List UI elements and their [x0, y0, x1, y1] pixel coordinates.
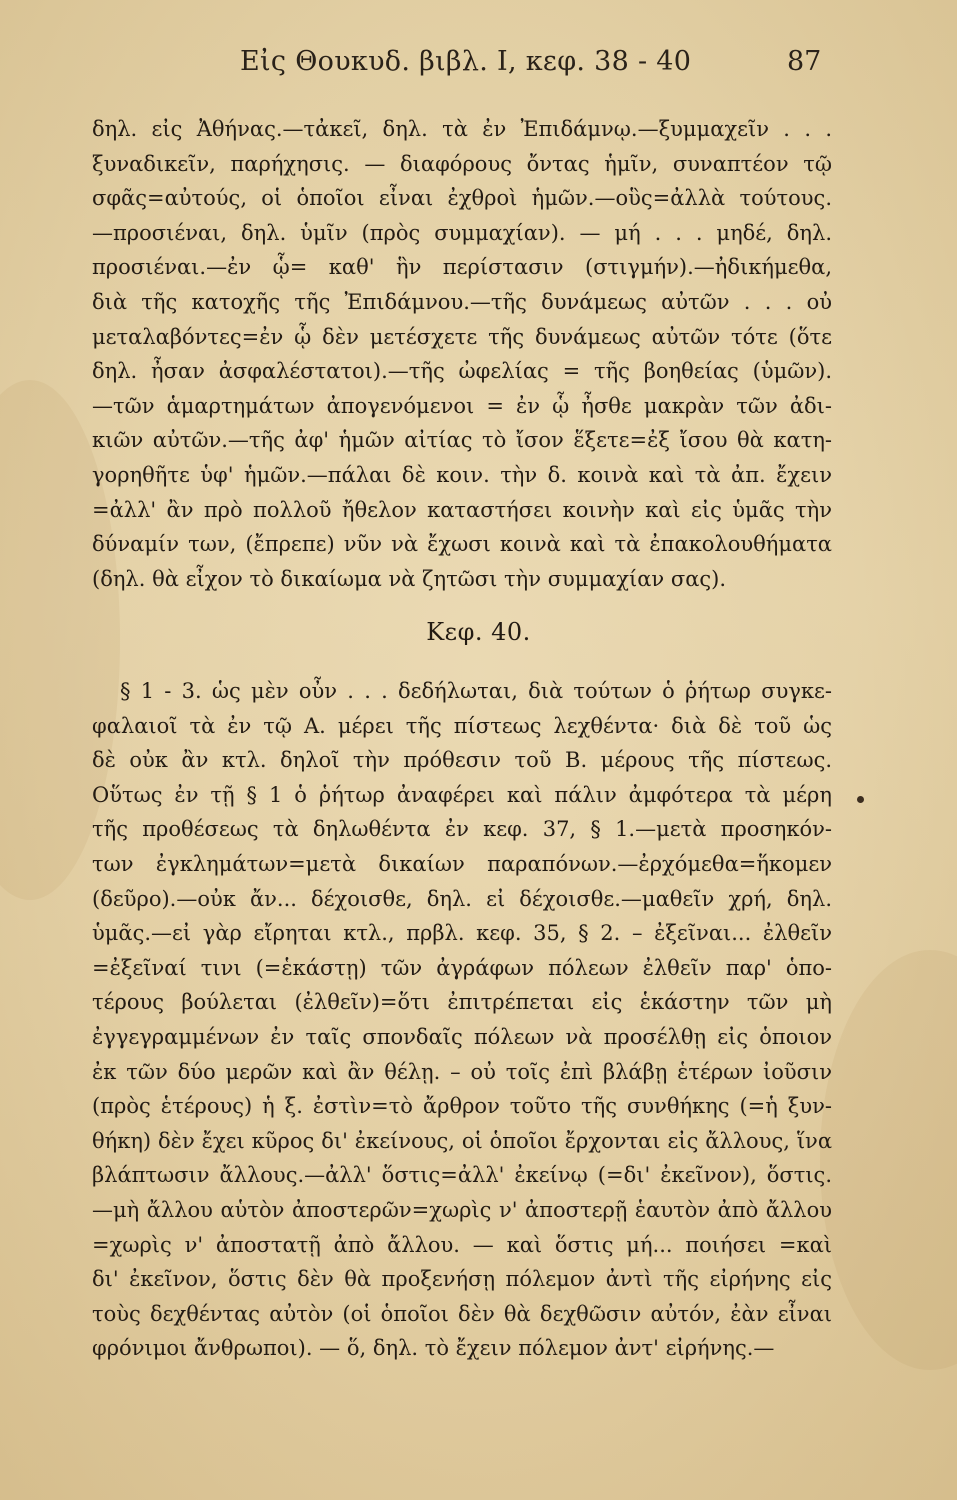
text-line: —μὴ ἄλλου αὑτὸν ἀποστερῶν=χωρὶς ν' ἀποστερῇ ἑαυτὸν ἀπὸ ἄλλου — [92, 1197, 832, 1222]
page-number: 87 — [787, 46, 822, 77]
text-line: τῆς προθέσεως τὰ δηλωθέντα ἐν κεφ. 37, § 1.—μετὰ προσηκόν- — [92, 817, 832, 842]
chapter-heading: Κεφ. 40. — [426, 618, 531, 646]
text-line: ἐκ τῶν δύο μερῶν καὶ ἂν θέλῃ. – οὐ τοῖς ἐπὶ βλάβῃ ἑτέρων ἰοῦσιν — [92, 1059, 832, 1084]
running-header — [0, 46, 957, 90]
text-line: δι' ἐκεῖνον, ὅστις δὲν θὰ προξενήσῃ πόλεμον ἀντὶ τῆς εἰρήνης εἰς — [92, 1267, 832, 1292]
text-line: =ἀλλ' ἂν πρὸ πολλοῦ ἤθελον καταστήσει κοινὴν καὶ εἰς ὑμᾶς τὴν — [92, 497, 832, 522]
text-line: δύναμίν των, (ἔπρεπε) νῦν νὰ ἔχωσι κοινὰ καὶ τὰ ἐπακολουθήματα — [92, 532, 832, 557]
text-line: μεταλαβόντες=ἐν ᾧ δὲν μετέσχετε τῆς δυνάμεως αὐτῶν τότε (ὅτε — [92, 324, 832, 349]
margin-ink-dot — [857, 796, 864, 803]
running-title: Εἰς Θουκυδ. βιβλ. I, κεφ. 38 - 40 — [240, 46, 692, 77]
text-line: τέρους βούλεται (ἐλθεῖν)=ὅτι ἐπιτρέπεται εἰς ἑκάστην τῶν μὴ — [92, 990, 832, 1015]
text-line: φαλαιοῖ τὰ ἐν τῷ Α. μέρει τῆς πίστεως λεχθέντα· διὰ δὲ τοῦ ὡς — [92, 713, 832, 738]
text-line: προσιέναι.—ἐν ᾧ= καθ' ἣν περίστασιν (στιγμήν).—ἠδικήμεθα, — [92, 255, 832, 280]
text-line: —τῶν ἁμαρτημάτων ἀπογενόμενοι = ἐν ᾧ ἦσθε μακρὰν τῶν ἀδι- — [92, 393, 832, 418]
text-line: σφᾶς=αὐτούς, οἱ ὁποῖοι εἶναι ἐχθροὶ ἡμῶν.—οὓς=ἀλλὰ τούτους. — [92, 186, 832, 211]
text-line: (δεῦρο).—οὐκ ἄν... δέχοισθε, δηλ. εἰ δέχοισθε.—μαθεῖν χρή, δηλ. — [92, 886, 832, 911]
text-line: δηλ. εἰς Ἀθήνας.—τἀκεῖ, δηλ. τὰ ἐν Ἐπιδάμνῳ.—ξυμμαχεῖν . . . — [92, 117, 832, 141]
text-line: Οὕτως ἐν τῇ § 1 ὁ ῥήτωρ ἀναφέρει καὶ πάλιν ἀμφότερα τὰ μέρη — [92, 782, 832, 807]
text-block-notes-ch40 — [92, 674, 832, 1366]
text-line: διὰ τῆς κατοχῆς τῆς Ἐπιδάμνου.—τῆς δυνάμεως αὐτῶν . . . οὐ — [92, 289, 832, 314]
text-line: =ἐξεῖναί τινι (=ἑκάστῃ) τῶν ἀγράφων πόλεων ἐλθεῖν παρ' ὁπο- — [92, 955, 832, 980]
text-line: ὑμᾶς.—εἰ γὰρ εἴρηται κτλ., πρβλ. κεφ. 35, § 2. – ἐξεῖναι... ἐλθεῖν — [92, 921, 832, 946]
text-line: (δηλ. θὰ εἶχον τὸ δικαίωμα νὰ ζητῶσι τὴν συμμαχίαν σας). — [92, 566, 726, 591]
text-line: βλάπτωσιν ἄλλους.—ἀλλ' ὅστις=ἀλλ' ἐκείνῳ (=δι' ἐκεῖνον), ὅστις. — [92, 1163, 832, 1188]
text-block-notes-ch39 — [92, 112, 832, 596]
text-line: γορηθῆτε ὑφ' ἡμῶν.—πάλαι δὲ κοιν. τὴν δ. κοινὰ καὶ τὰ ἀπ. ἔχειν — [92, 462, 832, 487]
text-line: ἐγγεγραμμένων ἐν ταῖς σπονδαῖς πόλεων νὰ προσέλθῃ εἰς ὁποιον — [92, 1024, 832, 1049]
paper-stain — [820, 950, 957, 1370]
text-line: φρόνιμοι ἄνθρωποι). — ὅ, δηλ. τὸ ἔχειν πόλεμον ἀντ' εἰρήνης.— — [92, 1336, 775, 1361]
text-line: ξυναδικεῖν, παρήχησις. — διαφόρους ὄντας ἡμῖν, συναπτέον τῷ — [92, 151, 832, 176]
text-line: των ἐγκλημάτων=μετὰ δικαίων παραπόνων.—ἐρχόμεθα=ἥκομεν — [92, 851, 832, 876]
text-line: τοὺς δεχθέντας αὐτὸν (οἱ ὁποῖοι δὲν θὰ δεχθῶσιν αὐτόν, ἐὰν εἶναι — [92, 1301, 832, 1326]
text-line: § 1 - 3. ὡς μὲν οὖν . . . δεδήλωται, διὰ τούτων ὁ ῥήτωρ συγκε- — [120, 679, 832, 703]
text-line: =χωρὶς ν' ἀποστατῇ ἀπὸ ἄλλου. — καὶ ὅστις μή... ποιήσει =καὶ — [92, 1232, 832, 1257]
text-line: —προσιέναι, δηλ. ὑμῖν (πρὸς συμμαχίαν). — μή . . . μηδέ, δηλ. — [92, 220, 832, 245]
text-line: δηλ. ἦσαν ἀσφαλέστατοι).—τῆς ὠφελίας = τῆς βοηθείας (ὑμῶν). — [92, 359, 832, 384]
text-line: κιῶν αὐτῶν.—τῆς ἀφ' ἡμῶν αἰτίας τὸ ἴσον ἕξετε=ἐξ ἴσου θὰ κατη- — [92, 428, 832, 453]
text-line: (πρὸς ἑτέρους) ἡ ξ. ἐστὶν=τὸ ἄρθρον τοῦτο τῆς συνθήκης (=ἡ ξυν- — [92, 1094, 832, 1119]
text-line: θήκη) δὲν ἔχει κῦρος δι' ἐκείνους, οἱ ὁποῖοι ἔρχονται εἰς ἄλλους, ἵνα — [92, 1128, 832, 1153]
text-line: δὲ οὐκ ἂν κτλ. δηλοῖ τὴν πρόθεσιν τοῦ Β. μέρους τῆς πίστεως. — [92, 748, 832, 773]
